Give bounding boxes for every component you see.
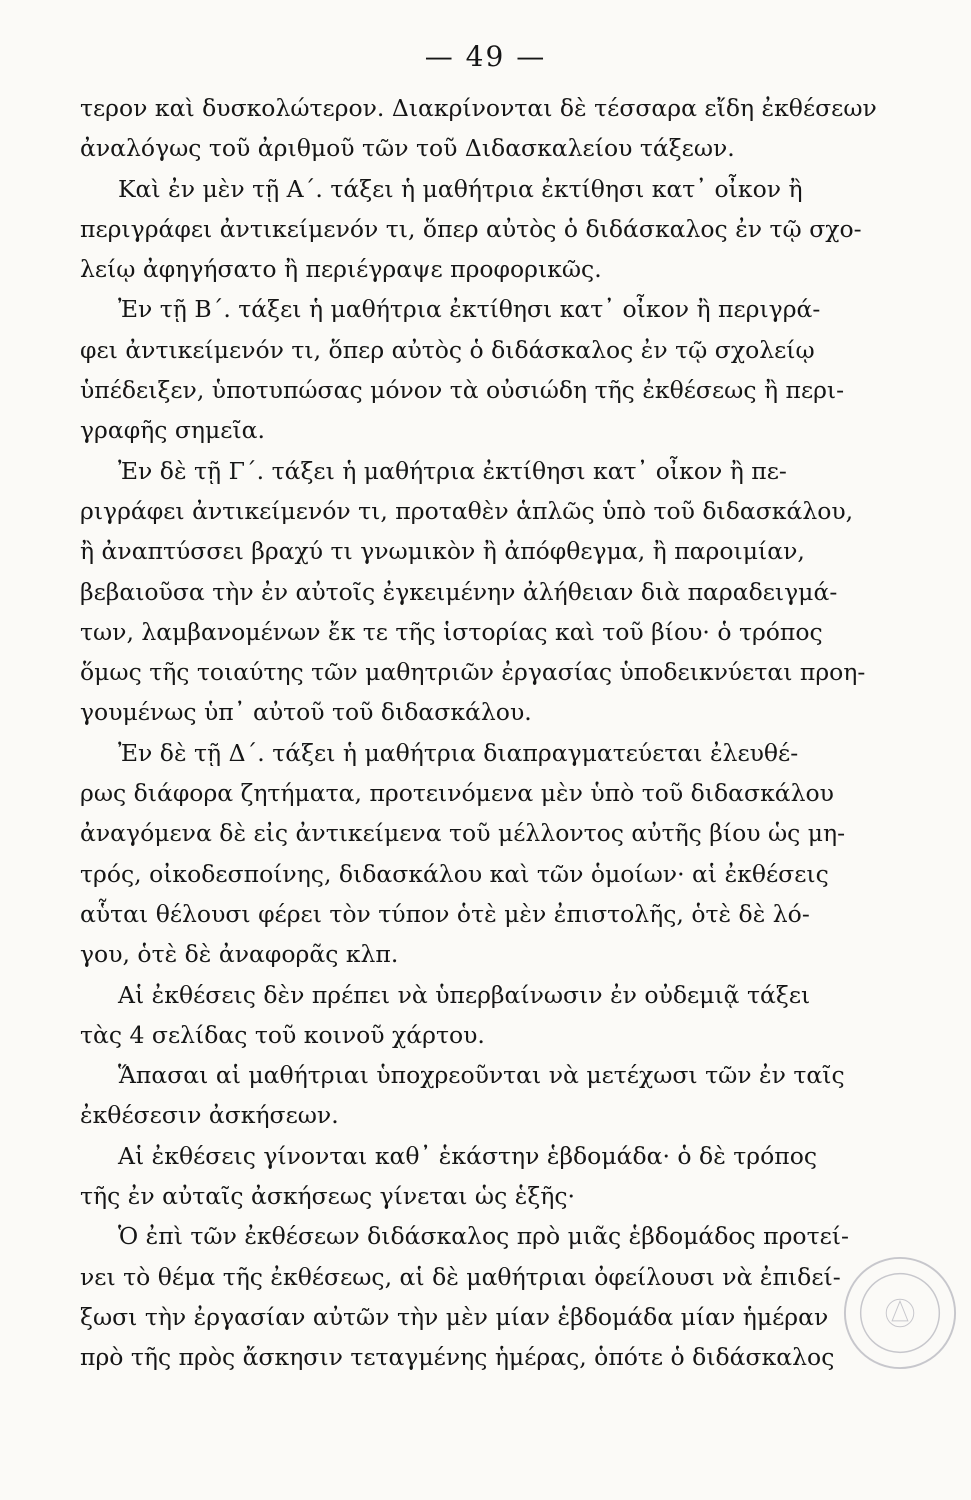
text-line: Ἐν δὲ τῇ Γ΄. τάξει ἡ μαθήτρια ἐκτίθησι κατ᾽ οἶκον ἢ πε- <box>118 456 787 485</box>
text-line: ἀναλόγως τοῦ ἀριθμοῦ τῶν τοῦ Διδασκαλείου τάξεων. <box>80 134 735 163</box>
text-line: Ἅπασαι αἱ μαθήτριαι ὑποχρεοῦνται νὰ μετέχωσι τῶν ἐν ταῖς <box>118 1061 845 1090</box>
text-line: περιγράφει ἀντικείμενόν τι, ὅπερ αὐτὸς ὁ διδάσκαλος ἐν τῷ σχο- <box>80 214 862 243</box>
text-line: ριγράφει ἀντικείμενόν τι, προταθὲν ἁπλῶς ὑπὸ τοῦ διδασκάλου, <box>80 496 854 525</box>
university-stamp-icon <box>841 1254 959 1372</box>
text-line: γουμένως ὑπ᾽ αὐτοῦ τοῦ διδασκάλου. <box>80 698 532 727</box>
text-line: νει τὸ θέμα τῆς ἐκθέσεως, αἱ δὲ μαθήτριαι ὀφείλουσι νὰ ἐπιδεί- <box>80 1262 841 1291</box>
text-line: λείῳ ἀφηγήσατο ἢ περιέγραψε προφορικῶς. <box>80 255 602 284</box>
text-line: Ὁ ἐπὶ τῶν ἐκθέσεων διδάσκαλος πρὸ μιᾶς ἑβδομάδος προτεί- <box>118 1222 849 1251</box>
text-line: ξωσι τὴν ἐργασίαν αὐτῶν τὴν μὲν μίαν ἑβδομάδα μίαν ἡμέραν <box>80 1302 829 1331</box>
text-line: φει ἀντικείμενόν τι, ὅπερ αὐτὸς ὁ διδάσκαλος ἐν τῷ σχολείῳ <box>80 335 815 364</box>
text-line: γου, ὁτὲ δὲ ἀναφορᾶς κλπ. <box>80 940 399 969</box>
text-line: τερον καὶ δυσκολώτερον. Διακρίνονται δὲ τέσσαρα εἴδη ἐκθέσεων <box>80 94 877 122</box>
text-line: ἐκθέσεσιν ἀσκήσεων. <box>80 1101 339 1130</box>
text-line: ὑπέδειξεν, ὑποτυπώσας μόνον τὰ οὐσιώδη τῆς ἐκθέσεως ἢ περι- <box>80 376 845 405</box>
text-line: τρός, οἰκοδεσποίνης, διδασκάλου καὶ τῶν ὁμοίων· αἱ ἐκθέσεις <box>80 859 829 888</box>
text-line: ἀναγόμενα δὲ εἰς ἀντικείμενα τοῦ μέλλοντος αὐτῆς βίου ὡς μη- <box>80 819 846 848</box>
body-text <box>80 88 890 1378</box>
text-line: τῆς ἐν αὐταῖς ἀσκήσεως γίνεται ὡς ἑξῆς· <box>80 1182 575 1211</box>
text-line: βεβαιοῦσα τὴν ἐν αὐτοῖς ἐγκειμένην ἀλήθειαν διὰ παραδειγμά- <box>80 577 838 606</box>
text-line: πρὸ τῆς πρὸς ἄσκησιν τεταγμένης ἡμέρας, ὁπότε ὁ διδάσκαλος <box>80 1343 835 1372</box>
text-line: ἢ ἀναπτύσσει βραχύ τι γνωμικὸν ἢ ἀπόφθεγμα, ἢ παροιμίαν, <box>80 537 805 566</box>
text-line: Αἱ ἐκθέσεις δὲν πρέπει νὰ ὑπερβαίνωσιν ἐν οὐδεμιᾷ τάξει <box>118 980 811 1009</box>
text-line: Αἱ ἐκθέσεις γίνονται καθ᾽ ἑκάστην ἑβδομάδα· ὁ δὲ τρόπος <box>118 1141 817 1170</box>
text-line: Ἐν δὲ τῇ Δ΄. τάξει ἡ μαθήτρια διαπραγματεύεται ἐλευθέ- <box>118 738 799 767</box>
page-number: — 49 — <box>424 40 547 73</box>
text-line: των, λαμβανομένων ἔκ τε τῆς ἱστορίας καὶ τοῦ βίου· ὁ τρόπος <box>80 617 823 646</box>
text-line: ὅμως τῆς τοιαύτης τῶν μαθητριῶν ἐργασίας ὑποδεικνύεται προη- <box>80 658 866 687</box>
text-line: τὰς 4 σελίδας τοῦ κοινοῦ χάρτου. <box>80 1020 485 1049</box>
text-line: αὗται θέλουσι φέρει τὸν τύπον ὁτὲ μὲν ἐπιστολῆς, ὁτὲ δὲ λό- <box>80 899 810 928</box>
text-line: Ἐν τῇ Β΄. τάξει ἡ μαθήτρια ἐκτίθησι κατ᾽ οἶκον ἢ περιγρά- <box>118 295 821 324</box>
text-line: ρως διάφορα ζητήματα, προτεινόμενα μὲν ὑπὸ τοῦ διδασκάλου <box>80 779 834 808</box>
text-line: γραφῆς σημεῖα. <box>80 416 266 445</box>
text-line: Καὶ ἐν μὲν τῇ Α΄. τάξει ἡ μαθήτρια ἐκτίθησι κατ᾽ οἶκον ἢ <box>118 174 803 203</box>
